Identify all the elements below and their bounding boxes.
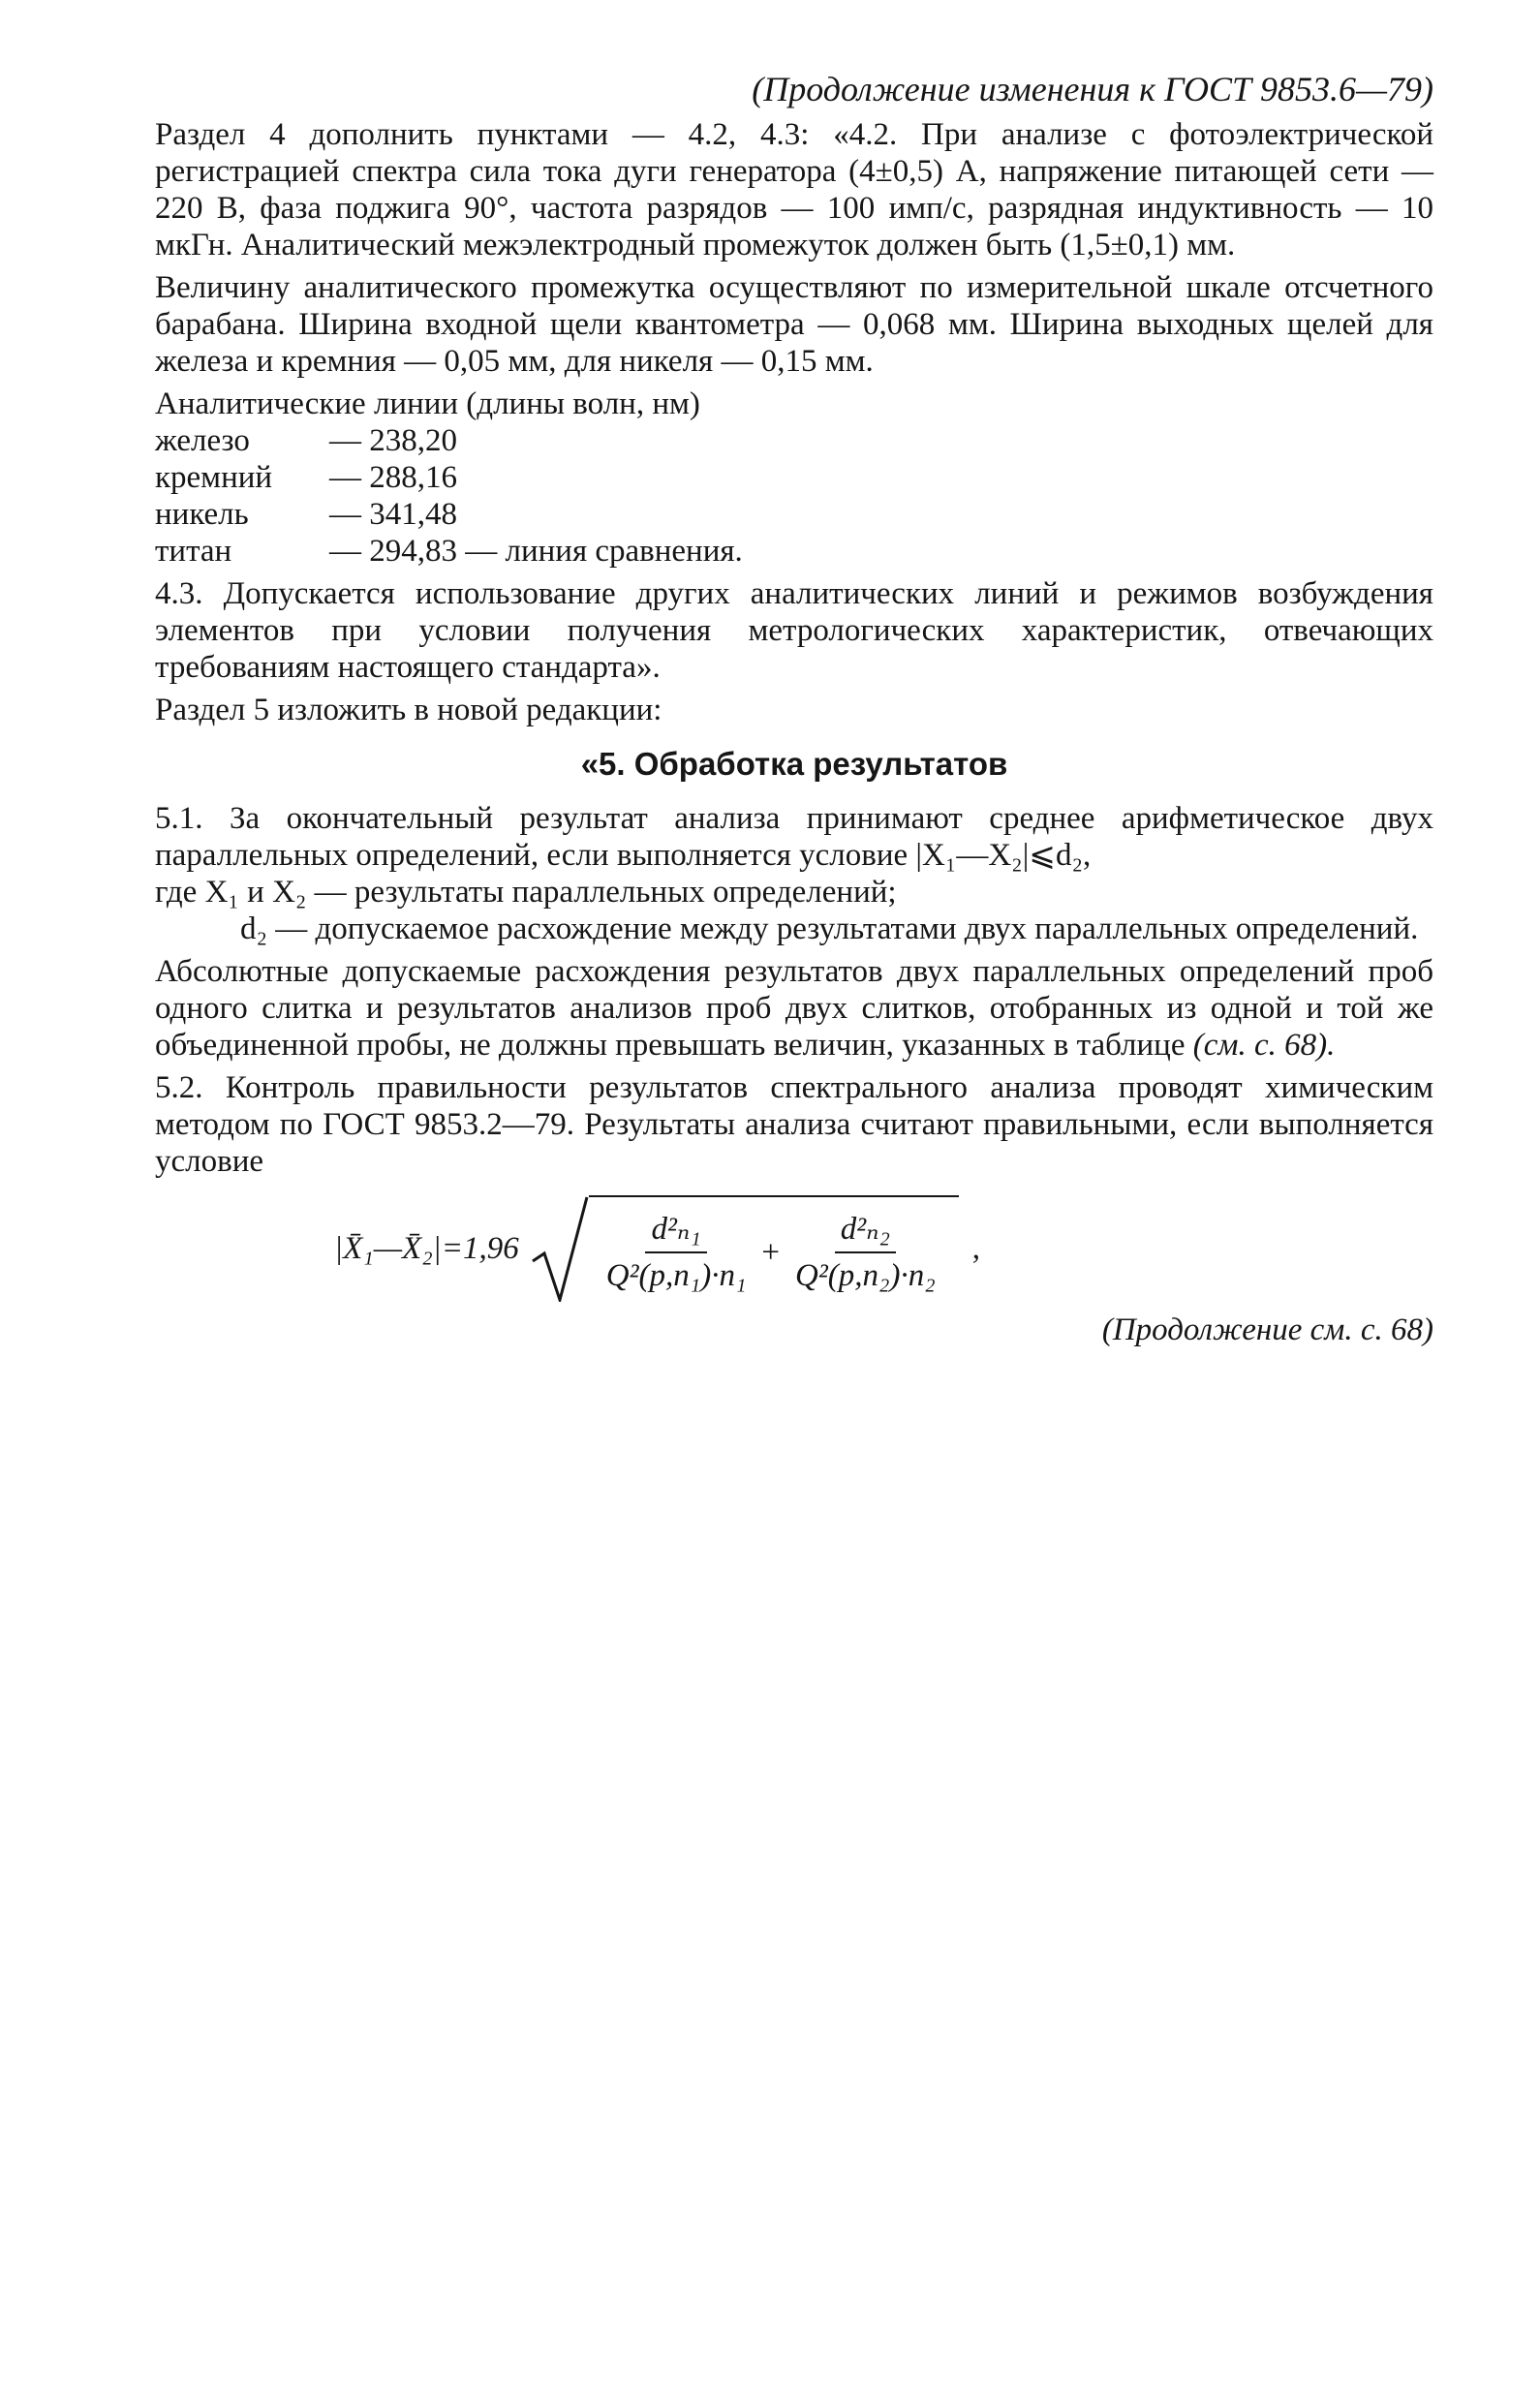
line-value: — 341,48 [329, 497, 457, 532]
formula-lhs: |X̄₁—X̄₂|=1,96 [334, 1231, 519, 1266]
fraction-1-numerator: d²ₙ₁ [645, 1211, 706, 1253]
paragraph-gap-measure: Величину аналитического промежутка осуществляют по измерительной шкале отсчетного барабана. Ширина входной щели квантометра — 0,068 мм. Ширина выходных щелей для железа и кремния — 0,05 мм, для никеля — 0,15 мм. [155, 270, 1433, 379]
paragraph-section5-intro: Раздел 5 изложить в новой редакции: [155, 693, 662, 727]
paragraph-tolerances [155, 953, 1433, 1064]
fraction-2-numerator: d²ₙ₂ [835, 1211, 896, 1253]
page-footer: (Продолжение см. с. 68) [1101, 1312, 1433, 1347]
analytic-line-row [155, 496, 1433, 533]
fraction-2-denominator: Q²(p,n₂)·n₂ [795, 1258, 936, 1293]
document-page [155, 68, 1433, 1348]
line-value: — 294,83 — линия сравнения. [329, 534, 743, 569]
analytic-lines-title: Аналитические линии (длины волн, нм) [155, 386, 700, 421]
tolerances-text: Абсолютные допускаемые расхождения результатов двух параллельных определений проб одного слитка и результатов анализов проб двух слитков, отобранных из одной и той же объединенной пробы, не должны превышать величин, указанных в таблице [155, 954, 1433, 1063]
formula-sqrt-body [589, 1195, 959, 1302]
paragraph-5-1-where: где X₁ и X₂ — результаты параллельных определений; [155, 875, 897, 910]
formula [334, 1195, 1433, 1302]
formula-fraction-1 [601, 1211, 753, 1294]
paragraph-4-3: 4.3. Допускается использование других аналитических линий и режимов возбуждения элементов при условии получения метрологических характеристик, отвечающих требованиям настоящего стандарта». [155, 576, 1433, 685]
page-header: (Продолжение изменения к ГОСТ 9853.6—79) [752, 70, 1433, 108]
paragraph-5-1: 5.1. За окончательный результат анализа принимают среднее арифметическое двух параллельных определений, если выполняется условие |X₁—X₂|⩽d₂, [155, 801, 1433, 873]
analytic-line-row [155, 422, 1433, 459]
section-heading: «5. Обработка результатов [580, 746, 1008, 782]
line-element: кремний [155, 460, 273, 495]
formula-comma: , [971, 1231, 980, 1266]
sqrt-icon [531, 1195, 589, 1302]
analytic-line-row [155, 459, 1433, 496]
fraction-1-denominator: Q²(p,n₁)·n₁ [605, 1258, 747, 1293]
line-element: титан [155, 534, 232, 569]
formula-sqrt [531, 1195, 959, 1302]
line-value: — 288,16 [329, 460, 457, 495]
formula-plus: + [761, 1235, 781, 1270]
tolerances-page-ref: (см. с. 68). [1192, 1028, 1336, 1063]
line-element: железо [155, 423, 250, 458]
analytic-lines-list [155, 422, 1433, 570]
paragraph-section4-intro: Раздел 4 дополнить пунктами — 4.2, 4.3: «4.2. При анализе с фотоэлектрической регистрацией спектра сила тока дуги генератора (4±0,5) А, напряжение питающей сети — 220 В, фаза поджига 90°, частота разрядов — 100 имп/с, разрядная индуктивность — 10 мкГн. Аналитический межэлектродный промежуток должен быть (1,5±0,1) мм. [155, 117, 1433, 262]
line-element: никель [155, 497, 249, 532]
line-value: — 238,20 [329, 423, 457, 458]
paragraph-5-2: 5.2. Контроль правильности результатов спектрального анализа проводят химическим методом по ГОСТ 9853.2—79. Результаты анализа считают правильными, если выполняется условие [155, 1070, 1433, 1179]
analytic-line-row [155, 533, 1433, 570]
paragraph-5-1-d2: d₂ — допускаемое расхождение между результатами двух параллельных определений. [240, 911, 1419, 946]
formula-fraction-2 [789, 1211, 941, 1294]
